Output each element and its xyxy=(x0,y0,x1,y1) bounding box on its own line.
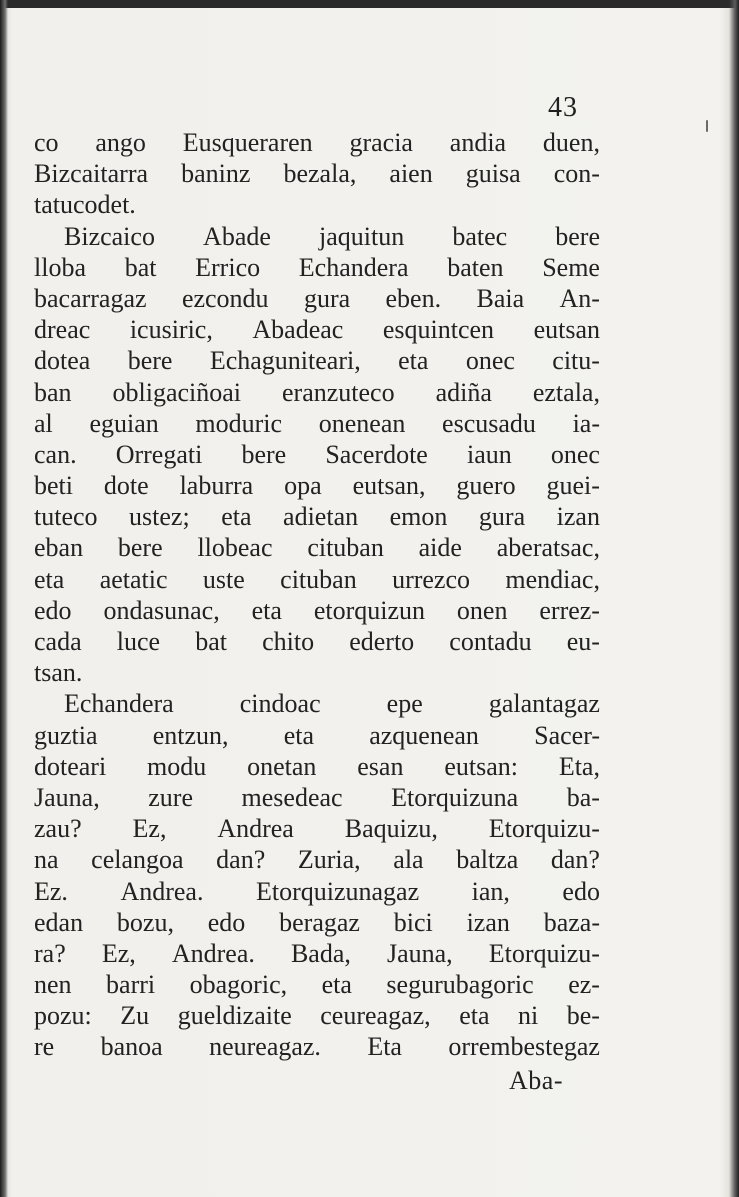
word: Andrea xyxy=(217,814,294,844)
line-text xyxy=(34,751,600,782)
word: eta xyxy=(251,595,282,625)
line-text xyxy=(34,626,600,657)
word: opa xyxy=(284,471,322,501)
word: can. xyxy=(34,439,77,469)
line-text xyxy=(64,221,600,252)
word: laburra xyxy=(179,471,254,501)
word: ondasunac, xyxy=(103,595,220,625)
word: An- xyxy=(559,283,600,313)
word: bere xyxy=(241,439,287,469)
word: entzun, xyxy=(152,720,229,750)
word: baza- xyxy=(543,907,600,937)
word: eguian xyxy=(89,408,159,438)
word: eta xyxy=(34,564,65,594)
line-text xyxy=(34,501,600,532)
word: llobeac xyxy=(197,533,273,563)
word: beti xyxy=(34,471,73,501)
word: Etorquizu- xyxy=(488,938,600,968)
word: Sacerdote xyxy=(325,439,428,469)
word: edo xyxy=(207,907,246,937)
word: onen xyxy=(456,595,508,625)
word: errez- xyxy=(539,595,600,625)
word: iaun xyxy=(466,439,512,469)
text-line xyxy=(34,720,600,751)
word: tuteco xyxy=(34,502,98,532)
word: aetatic xyxy=(99,564,168,594)
text-line xyxy=(34,345,600,376)
word: Bizcaico xyxy=(64,221,155,251)
line-text xyxy=(34,127,600,158)
word: batec xyxy=(452,221,508,251)
text-line xyxy=(34,189,600,220)
word: cindoac xyxy=(239,689,321,719)
text-line xyxy=(34,969,600,1000)
scan-speck xyxy=(706,120,708,132)
line-text xyxy=(34,564,600,595)
word: aide xyxy=(418,533,462,563)
word: bezala, xyxy=(283,159,357,189)
word: onec xyxy=(465,346,515,376)
text-line xyxy=(34,1000,600,1031)
word: Eusqueraren xyxy=(182,128,313,157)
word: ra? xyxy=(34,938,66,968)
line-text xyxy=(34,439,600,470)
word: uste xyxy=(202,564,245,594)
word: ceureagaz, xyxy=(320,1001,431,1031)
word: Ez, xyxy=(132,814,167,844)
word: neureagaz. xyxy=(209,1032,321,1062)
text-line xyxy=(34,283,600,314)
word: bere xyxy=(127,346,173,376)
word: Eta, xyxy=(558,751,600,781)
paragraph-first-line xyxy=(34,221,600,252)
word: ala xyxy=(393,845,424,875)
word: citu- xyxy=(552,346,600,376)
word: Seme xyxy=(542,252,600,282)
line-text: tsan. xyxy=(34,658,83,688)
word: ba- xyxy=(566,782,600,812)
line-text xyxy=(34,1000,600,1031)
line-text xyxy=(34,938,600,969)
word: guero xyxy=(456,471,516,501)
word: ez- xyxy=(568,970,600,1000)
word: guisa xyxy=(465,159,521,189)
word: contadu xyxy=(449,627,532,656)
text-line xyxy=(34,782,600,813)
word: gura xyxy=(478,502,526,532)
text-line xyxy=(34,439,600,470)
word: Etorquizu- xyxy=(488,814,600,844)
word: azquenean xyxy=(369,720,479,750)
word: eu- xyxy=(566,627,600,656)
text-line xyxy=(34,314,600,345)
word: bere xyxy=(555,221,600,251)
word: duen, xyxy=(542,128,600,157)
word: doteari xyxy=(34,751,107,781)
word: ezcondu xyxy=(181,283,269,313)
word: bere xyxy=(117,533,163,563)
text-line xyxy=(34,377,600,408)
line-text xyxy=(34,377,600,408)
word: ederto xyxy=(349,627,415,656)
word: edan xyxy=(34,907,84,937)
word: pozu: xyxy=(34,1001,92,1031)
line-text xyxy=(34,283,600,314)
word: gracia xyxy=(349,128,413,157)
word: baltza xyxy=(456,845,519,875)
word: baninz xyxy=(181,159,251,189)
word: galantagaz xyxy=(488,689,600,719)
word: ian, xyxy=(471,876,510,906)
scan-left-edge xyxy=(0,0,8,1197)
word: lloba xyxy=(34,252,86,282)
word: edo xyxy=(562,876,600,906)
text-line xyxy=(34,595,600,626)
word: Baia xyxy=(476,283,525,313)
word: eutsan, xyxy=(352,471,426,501)
word: eta xyxy=(283,720,315,750)
word: gura xyxy=(303,283,351,313)
word: Errico xyxy=(195,252,261,282)
word: bat xyxy=(124,252,157,282)
text-line xyxy=(34,532,600,563)
word: eztala, xyxy=(532,377,600,407)
catchword: Aba- xyxy=(509,1066,563,1095)
line-text xyxy=(34,907,600,938)
word: eutsan: xyxy=(444,751,518,781)
word: ia- xyxy=(572,408,600,438)
word: Jauna, xyxy=(34,782,100,812)
word: Sacer- xyxy=(534,720,600,750)
word: Abade xyxy=(203,221,271,251)
word: icusiric, xyxy=(129,315,213,345)
text-line xyxy=(34,158,600,189)
text-line xyxy=(34,938,600,969)
text-line xyxy=(34,252,600,283)
word: be- xyxy=(566,1001,600,1031)
word: bacarragaz xyxy=(34,283,147,313)
word: barri xyxy=(106,970,156,1000)
word: co xyxy=(34,128,59,157)
text-line xyxy=(34,844,600,875)
line-text xyxy=(34,969,600,1000)
word: onetan xyxy=(247,751,317,781)
word: eta xyxy=(398,346,429,376)
text-line xyxy=(34,564,600,595)
word: Echaguniteari, xyxy=(209,346,361,376)
word: zau? xyxy=(34,814,82,844)
word: nen xyxy=(34,970,72,1000)
word: modu xyxy=(147,751,207,781)
word: eta xyxy=(459,1001,490,1031)
word: epe xyxy=(386,689,423,719)
word: banoa xyxy=(100,1032,163,1062)
line-text xyxy=(34,252,600,283)
word: dan? xyxy=(550,845,600,875)
word: moduric xyxy=(195,408,283,438)
word: eutsan xyxy=(533,315,600,345)
word: cada xyxy=(34,627,82,656)
text-line xyxy=(34,408,600,439)
word: ban xyxy=(34,377,72,407)
word: segurubagoric xyxy=(386,970,534,1000)
word: al xyxy=(34,408,53,438)
line-text: tatucodet. xyxy=(34,190,136,220)
paragraph-first-line xyxy=(34,688,600,719)
word: Bada, xyxy=(290,938,351,968)
word: edo xyxy=(34,595,72,625)
word: gueldizaite xyxy=(177,1001,292,1031)
word: cituban xyxy=(280,564,357,594)
word: beragaz xyxy=(279,907,360,937)
word: cituban xyxy=(307,533,384,563)
word: Echandera xyxy=(64,689,174,719)
text-line xyxy=(34,876,600,907)
word: adietan xyxy=(283,502,359,532)
word: Eta xyxy=(367,1032,402,1062)
word: zure xyxy=(148,782,193,812)
word: guztia xyxy=(34,720,98,750)
word: Ez. xyxy=(34,876,68,906)
word: na xyxy=(34,845,59,875)
page-number: 43 xyxy=(548,92,578,123)
word: Ez, xyxy=(101,938,136,968)
word: celangoa xyxy=(91,845,184,875)
word: re xyxy=(34,1032,55,1062)
page-text-block xyxy=(34,127,600,1063)
word: aien xyxy=(389,159,433,189)
scan-top-edge xyxy=(0,0,739,8)
word: Echandera xyxy=(298,252,409,282)
word: eranzuteco xyxy=(282,377,395,407)
word: onenean xyxy=(318,408,406,438)
word: con- xyxy=(553,159,600,189)
word: obligaciñoai xyxy=(112,377,242,407)
word: mesedeac xyxy=(241,782,343,812)
word: andia xyxy=(449,128,507,157)
word: Abadeac xyxy=(252,315,344,345)
word: ni xyxy=(518,1001,539,1031)
word: ango xyxy=(95,128,146,157)
word: esquintcen xyxy=(382,315,495,345)
line-text xyxy=(34,876,600,907)
word: dotea xyxy=(34,346,91,376)
word: urrezco xyxy=(392,564,471,594)
word: eta xyxy=(221,502,252,532)
line-text xyxy=(34,408,600,439)
word: izan xyxy=(466,907,510,937)
word: obagoric, xyxy=(189,970,288,1000)
word: aberatsac, xyxy=(496,533,600,563)
word: baten xyxy=(447,252,504,282)
text-line xyxy=(34,626,600,657)
line-text xyxy=(34,844,600,875)
word: Etorquizunagaz xyxy=(255,876,420,906)
text-line xyxy=(34,657,600,688)
line-text xyxy=(34,1031,600,1062)
word: orrembestegaz xyxy=(448,1032,600,1062)
text-line xyxy=(34,1031,600,1062)
text-line xyxy=(34,907,600,938)
line-text xyxy=(34,345,600,376)
line-text xyxy=(34,158,600,189)
word: dote xyxy=(103,471,149,501)
word: emon xyxy=(389,502,448,532)
word: escusadu xyxy=(442,408,536,438)
line-text xyxy=(34,314,600,345)
word: jaquitun xyxy=(319,221,405,251)
word: bozu, xyxy=(116,907,174,937)
word: Zuria, xyxy=(297,845,361,875)
line-text xyxy=(34,782,600,813)
text-line xyxy=(34,813,600,844)
word: ustez; xyxy=(129,502,190,532)
word: Zu xyxy=(120,1001,150,1031)
text-line xyxy=(34,501,600,532)
word: guei- xyxy=(546,471,600,501)
text-line xyxy=(34,127,600,158)
line-text xyxy=(34,532,600,563)
word: etorquizun xyxy=(313,595,426,625)
text-line xyxy=(34,751,600,782)
word: Bizcaitarra xyxy=(34,159,149,189)
word: esan xyxy=(357,751,404,781)
word: bici xyxy=(393,907,433,937)
word: eban xyxy=(34,533,84,563)
scan-right-edge xyxy=(729,0,739,1197)
line-text xyxy=(64,688,600,719)
text-line xyxy=(34,470,600,501)
line-text xyxy=(34,470,600,501)
word: Orregati xyxy=(115,439,203,469)
word: Baquizu, xyxy=(344,814,438,844)
word: bat xyxy=(195,627,227,656)
line-text xyxy=(34,813,600,844)
word: Jauna, xyxy=(386,938,453,968)
word: Andrea. xyxy=(120,876,204,906)
word: chito xyxy=(262,627,315,656)
word: luce xyxy=(116,627,161,656)
word: onec xyxy=(550,439,600,469)
line-text xyxy=(34,595,600,626)
word: izan xyxy=(556,502,600,532)
word: Andrea. xyxy=(171,938,255,968)
word: eta xyxy=(321,970,352,1000)
word: eben. xyxy=(385,283,442,313)
word: adiña xyxy=(435,377,492,407)
word: dan? xyxy=(216,845,266,875)
word: dreac xyxy=(34,315,91,345)
word: mendiac, xyxy=(505,564,600,594)
line-text xyxy=(34,720,600,751)
word: Etorquizuna xyxy=(391,782,519,812)
